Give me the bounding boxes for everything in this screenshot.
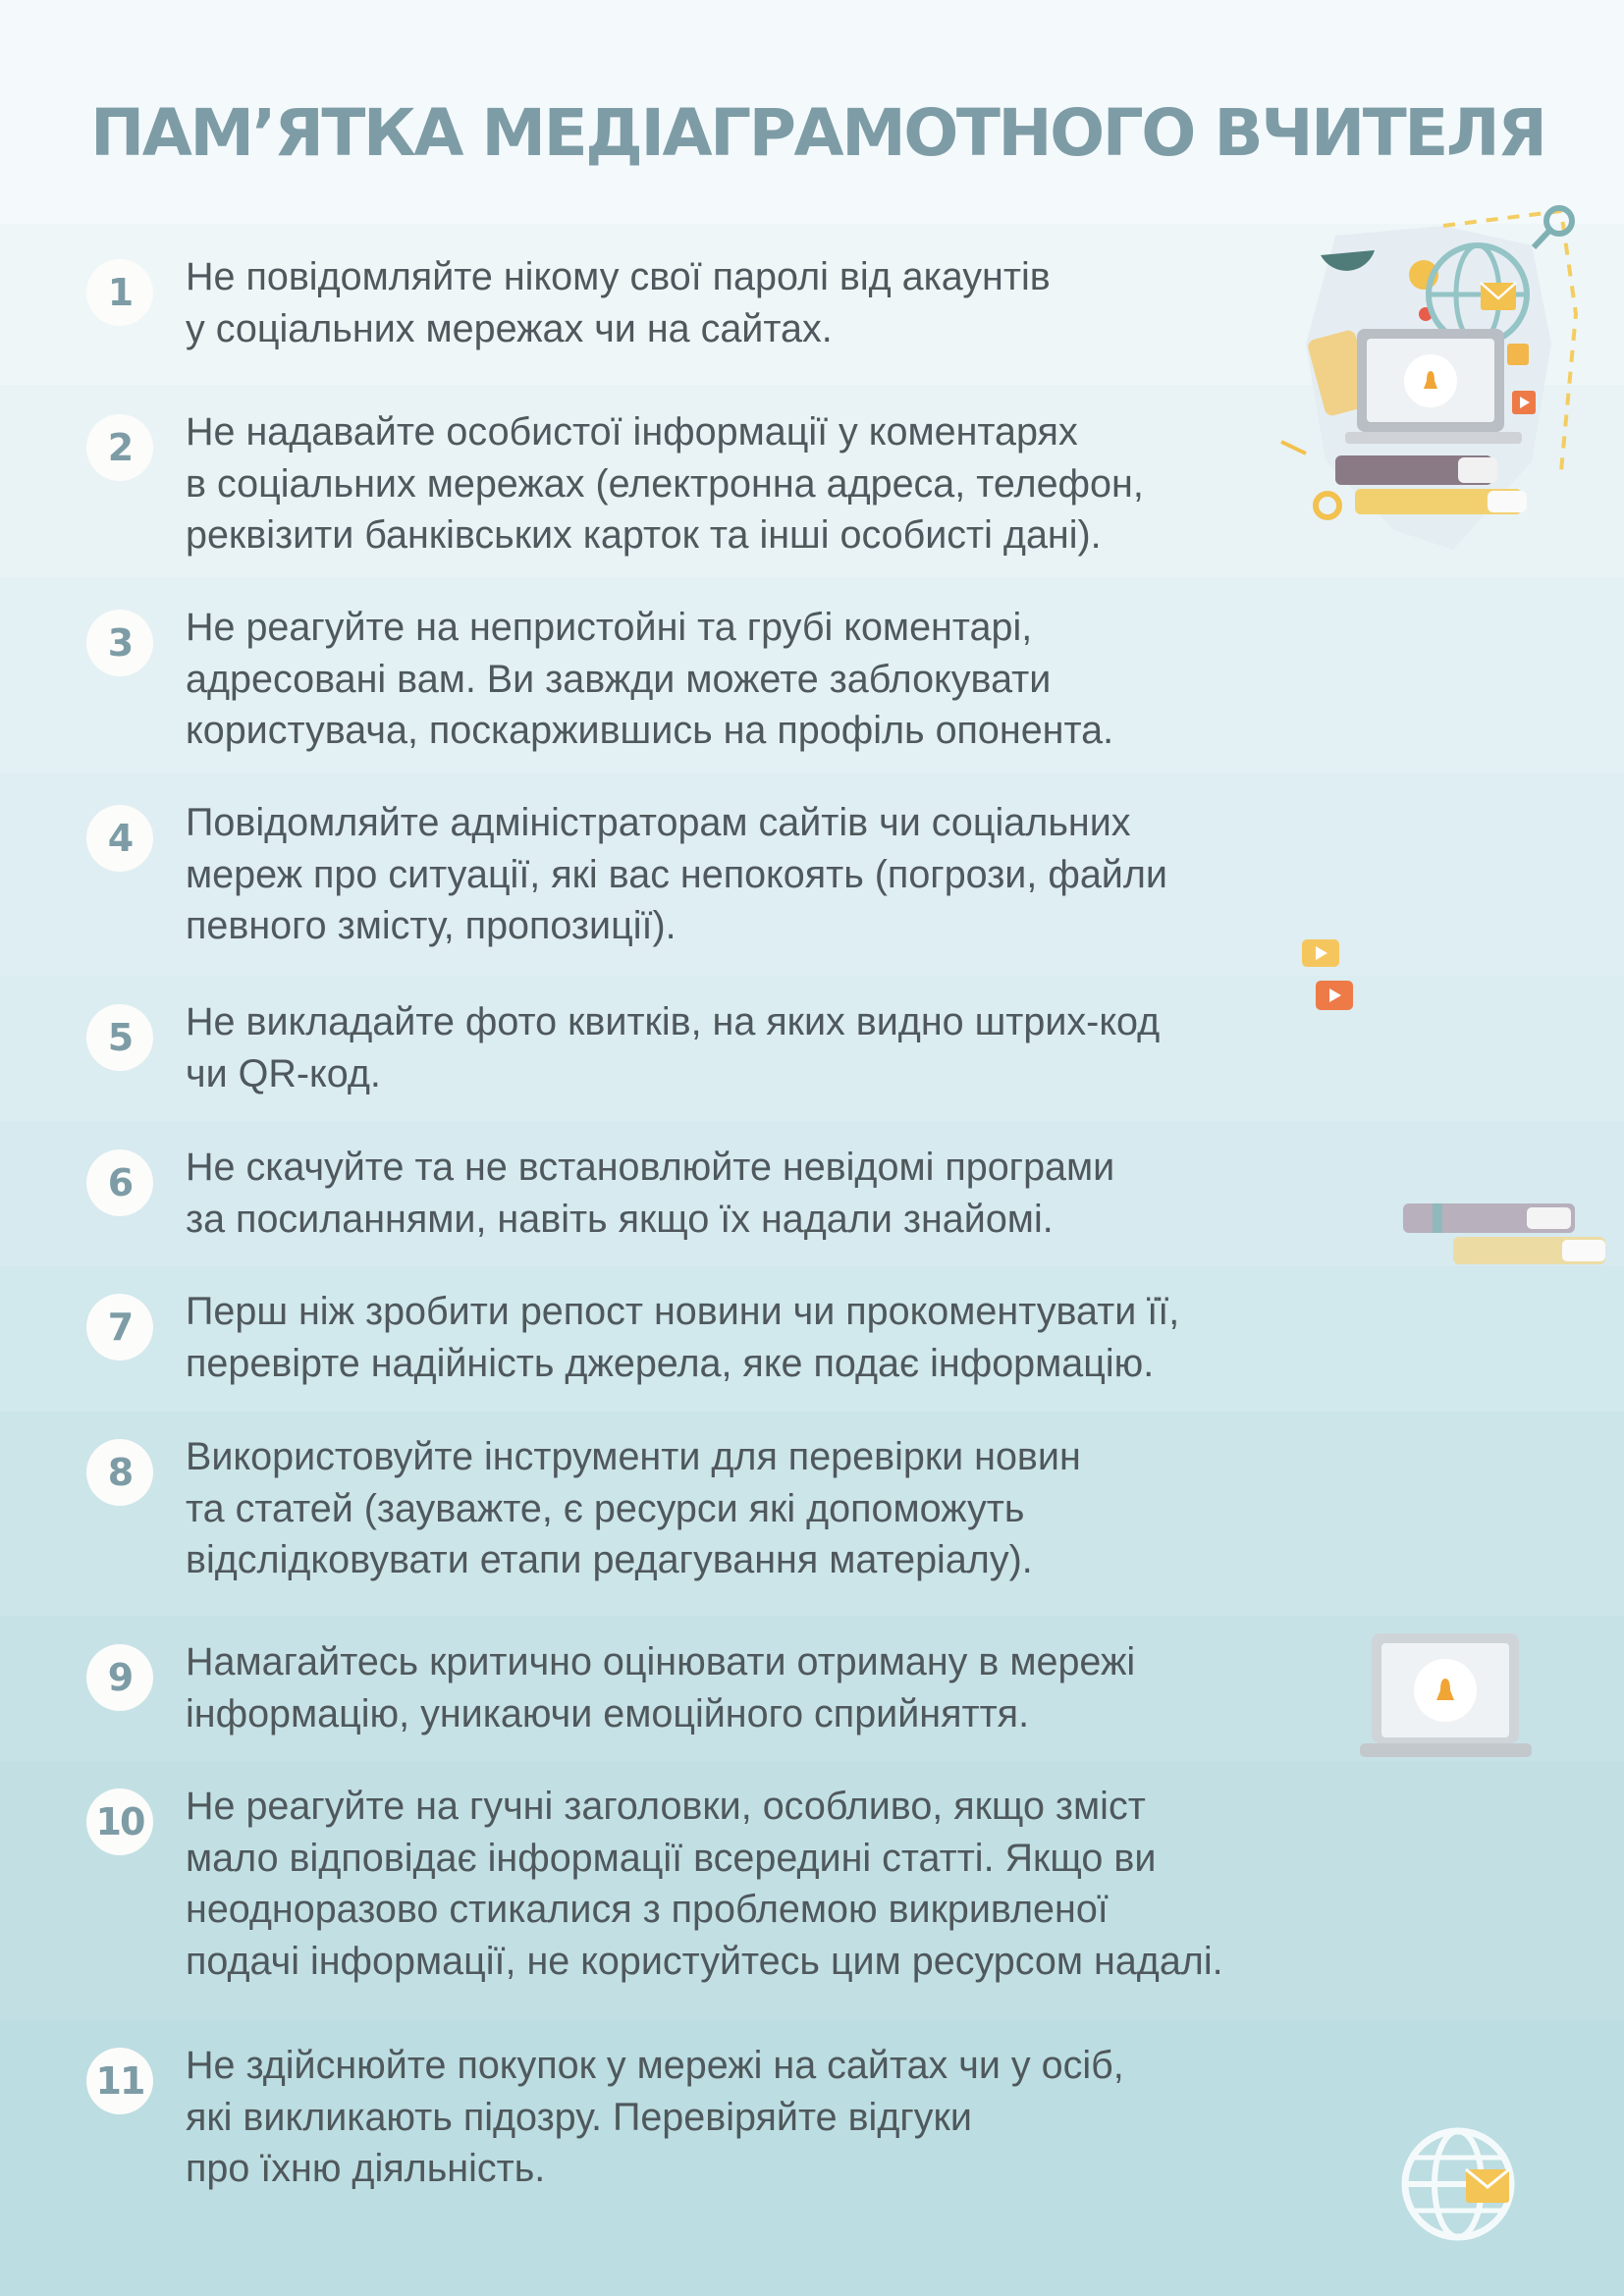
item-text: Перш ніж зробити репост новини чи прокоментувати її, перевірте надійність джерела, яке подає інформацію. (186, 1290, 1180, 1385)
item-number-badge: 4 (86, 805, 153, 872)
page-title: ПАМ’ЯТКА МЕДІАГРАМОТНОГО ВЧИТЕЛЯ (90, 95, 1545, 171)
item-number-badge: 8 (86, 1439, 153, 1506)
item-number-badge: 11 (86, 2048, 153, 2114)
item-number-badge: 7 (86, 1294, 153, 1361)
item-text: Повідомляйте адміністраторам сайтів чи соціальних мереж про ситуації, які вас непокоять (погрози, файли певного змісту, пропозиції). (186, 801, 1167, 947)
item-text: Не викладайте фото квитків, на яких видно штрих-код чи QR-код. (186, 1000, 1161, 1095)
item-text: Не надавайте особистої інформації у коментарях в соціальних мережах (електронна адреса, телефон, реквізити банківських карток та інші особисті дані). (186, 410, 1144, 557)
video-play-icon (1298, 937, 1357, 1016)
item-number-badge: 2 (86, 414, 153, 481)
item-text: Не здійснюйте покупок у мережі на сайтах чи у осіб, які викликають підозру. Перевіряйте відгуки про їхню діяльність. (186, 2044, 1124, 2190)
item-number-badge: 1 (86, 259, 153, 326)
books-icon (1399, 1200, 1610, 1268)
item-text: Не скачуйте та не встановлюйте невідомі програми за посиланнями, навіть якщо їх надали знайомі. (186, 1146, 1115, 1241)
item-text: Намагайтесь критично оцінювати отриману в мережі інформацію, уникаючи емоційного сприйняття. (186, 1640, 1136, 1735)
item-text: Не реагуйте на непристойні та грубі коментарі, адресовані вам. Ви завжди можете заблокувати користувача, поскаржившись на профіль опонента. (186, 606, 1114, 752)
item-text: Не повідомляйте нікому свої паролі від акаунтів у соціальних мережах чи на сайтах. (186, 255, 1051, 350)
globe-mail-icon (1399, 2120, 1527, 2248)
item-number-badge: 5 (86, 1004, 153, 1071)
shield-laptop-illustration (1267, 196, 1591, 569)
item-number-badge: 3 (86, 610, 153, 676)
laptop-bell-icon (1360, 1629, 1532, 1762)
item-number-badge: 9 (86, 1644, 153, 1711)
item-text: Використовуйте інструменти для перевірки новин та статей (зауважте, є ресурси які допоможуть відслідковувати етапи редагування матеріалу). (186, 1435, 1081, 1581)
item-text: Не реагуйте на гучні заголовки, особливо, якщо зміст мало відповідає інформації всередині статті. Якщо ви неодноразово стикалися з проблемою викривленої подачі інформації, не користуйтесь цим ресурсом надалі. (186, 1785, 1223, 1983)
item-number-badge: 6 (86, 1149, 153, 1216)
item-number-badge: 10 (86, 1789, 153, 1855)
